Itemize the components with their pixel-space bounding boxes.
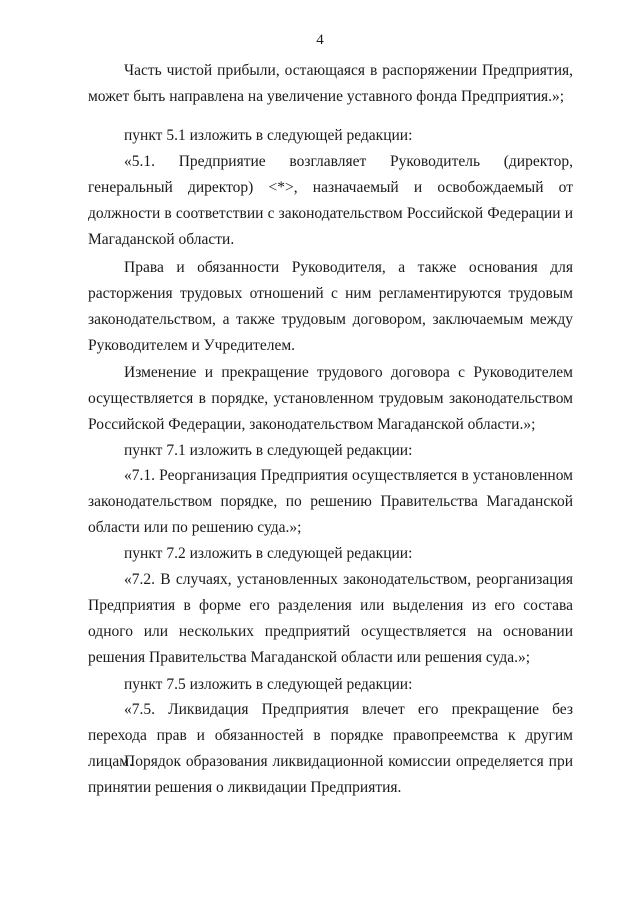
paragraph-profit: Часть чистой прибыли, остающаяся в распоряжении Предприятия, может быть направлена на увеличение уставного фонда Предприятия.»;	[88, 62, 573, 105]
paragraph-rights-duties: Права и обязанности Руководителя, а также основания для расторжения трудовых отношений с ним регламентируются трудовым законодательством, а также трудовым договором, заключаемым между Руководителем и Учредителем.	[88, 259, 573, 354]
paragraph-7-2: «7.2. В случаях, установленных законодательством, реорганизация Предприятия в форме его разделения или выделения из его состава одного или нескольких предприятий осуществляется на основании решения Правительства Магаданской области или решения суда.»;	[88, 571, 573, 666]
paragraph-7-5: «7.5. Ликвидация Предприятия влечет его прекращение без перехода прав и обязанностей в порядке правопреемства к другим лицам.	[88, 701, 573, 770]
paragraph-item-5-1-intro: пункт 5.1 изложить в следующей редакции:	[124, 127, 413, 144]
paragraph-item-7-1-intro: пункт 7.1 изложить в следующей редакции:	[124, 442, 413, 459]
paragraph-7-1: «7.1. Реорганизация Предприятия осуществляется в установленном законодательством порядке, по решению Правительства Магаданской области или по решению суда.»;	[88, 467, 573, 536]
paragraph-liquidation-commission: Порядок образования ликвидационной комиссии определяется при принятии решения о ликвидации Предприятия.	[88, 753, 573, 796]
page-number: 4	[316, 32, 324, 48]
paragraph-item-7-5-intro: пункт 7.5 изложить в следующей редакции:	[124, 676, 413, 693]
paragraph-5-1: «5.1. Предприятие возглавляет Руководитель (директор, генеральный директор) <*>, назначаемый и освобождаемый от должности в соответствии с законодательством Российской Федерации и Магаданской области.	[88, 153, 573, 248]
paragraph-item-7-2-intro: пункт 7.2 изложить в следующей редакции:	[124, 545, 413, 562]
paragraph-contract-change: Изменение и прекращение трудового договора с Руководителем осуществляется в порядке, установленном трудовым законодательством Российской Федерации, законодательством Магаданской области.»;	[88, 364, 573, 433]
